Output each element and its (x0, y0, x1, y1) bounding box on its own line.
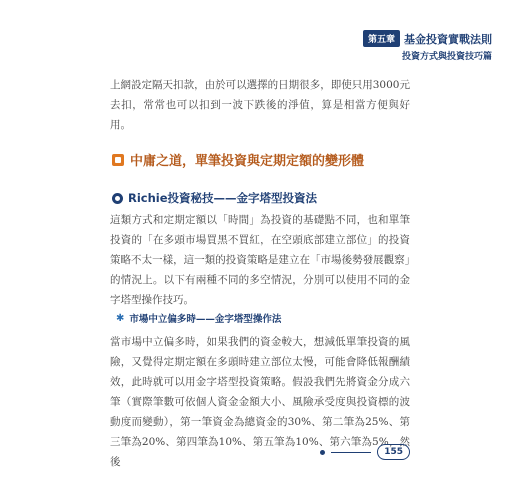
chapter-badge: 第五章 (363, 30, 400, 47)
chapter-subtitle: 投資方式與投資技巧篇 (401, 52, 492, 62)
subsection-heading (112, 190, 317, 206)
footer-dot-icon (320, 450, 325, 455)
section-heading (112, 150, 364, 169)
footer-rule (331, 452, 371, 453)
subsection-body: 這類方式和定期定額以「時間」為投資的基礎點不同，也和單筆投資的「在多頭市場買黑不買紅，在空頭底部建立部位」的投資策略不太一樣，這一類的投資策略是建立在「市場後勢發展觀察」的情況上。以下有兩種不同的多空情況，分別可以使用不同的金字塔型操作技巧。 (110, 214, 410, 306)
star-icon: ✱ (116, 312, 125, 324)
section-marker-icon (112, 154, 124, 166)
header-line (363, 30, 492, 47)
subsubsection-title: 市場中立偏多時——金字塔型操作法 (129, 314, 282, 325)
page-number: 155 (377, 444, 410, 460)
page-footer (320, 444, 410, 460)
bullet-circle-icon (112, 193, 123, 204)
subsubsection-heading (116, 311, 281, 325)
subsection-title: Richie投資秘技——金字塔型投資法 (128, 191, 318, 205)
running-header (363, 30, 492, 62)
subsubsection-body: 當市場中立偏多時，如果我們的資金較大，想減低單筆投資的風險，又覺得定期定額在多頭時建立部位太慢，可能會降低報酬績效，此時就可以用金字塔型投資策略。假設我們先將資金分成六筆（實際筆數可依個人資金金額大小、風險承受度與投資標的波動度而變動），第一筆資金為總資金的30%、第二筆為25%、第三筆為20%、第四筆為10%、第五筆為10%、第六筆為5%，然後 (110, 336, 410, 468)
chapter-title: 基金投資實戰法則 (404, 32, 492, 46)
intro-paragraph: 上網設定隔天扣款，由於可以選擇的日期很多，即使只用3000元去扣，常常也可以扣到一波下跌後的淨值，算是相當方便與好用。 (110, 79, 410, 131)
section-title: 中庸之道，單筆投資與定期定額的變形體 (130, 154, 365, 169)
